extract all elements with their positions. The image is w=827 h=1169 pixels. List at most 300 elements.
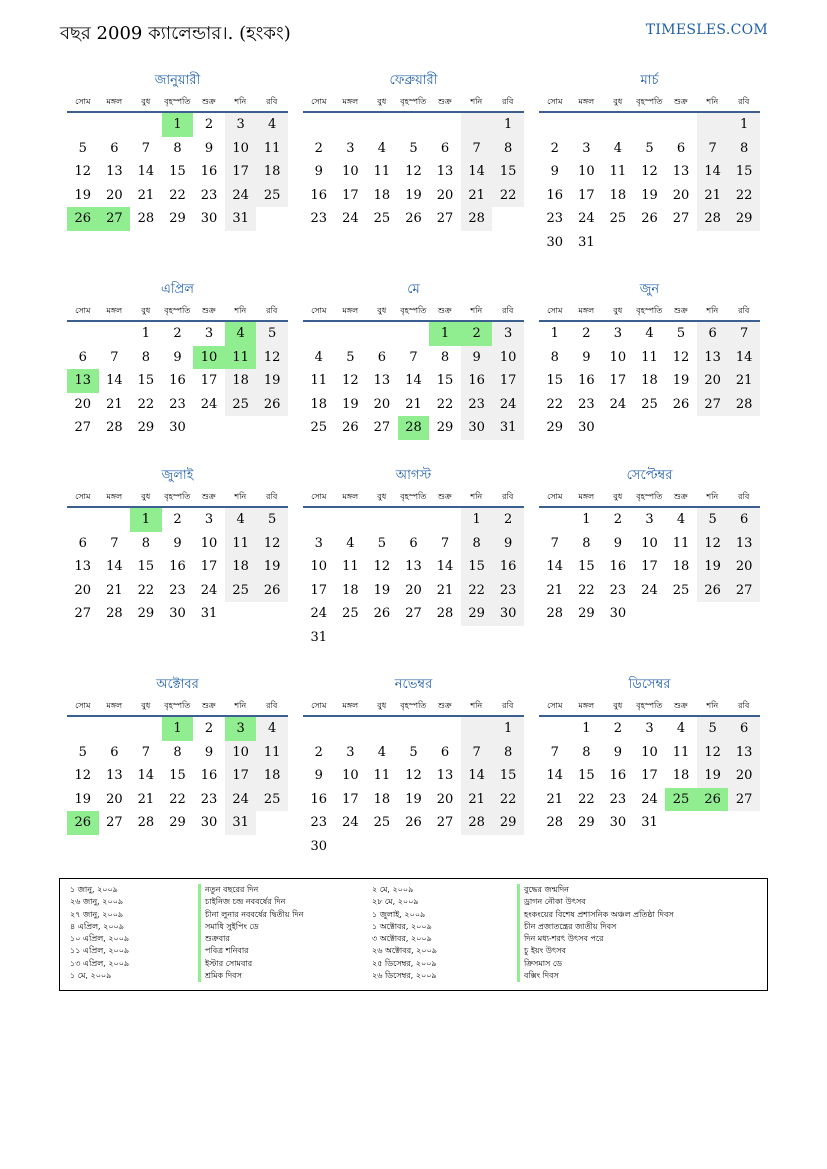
day-cell[interactable]: 18 <box>373 187 391 203</box>
day-cell[interactable]: 18 <box>310 396 328 412</box>
day-cell[interactable]: 29 <box>137 606 155 621</box>
day-cell[interactable]: 17 <box>225 160 257 184</box>
day-cell[interactable]: 13 <box>697 346 729 370</box>
day-cell[interactable]: 18 <box>225 555 257 579</box>
day-cell[interactable]: 15 <box>461 555 493 579</box>
day-cell[interactable]: 4 <box>256 717 288 741</box>
day-cell[interactable]: 9 <box>613 744 623 760</box>
day-cell[interactable]: 10 <box>200 535 218 551</box>
day-cell[interactable]: 31 <box>641 815 658 830</box>
day-cell[interactable]: 16 <box>461 369 493 393</box>
day-cell[interactable]: 22 <box>461 579 493 603</box>
day-cell[interactable]: 8 <box>550 349 559 365</box>
day-cell[interactable]: 13 <box>67 369 99 393</box>
day-cell[interactable]: 9 <box>613 535 623 551</box>
day-cell[interactable]: 10 <box>225 137 257 161</box>
day-cell[interactable]: 1 <box>492 717 524 741</box>
day-cell[interactable]: 14 <box>106 559 123 574</box>
day-cell[interactable]: 21 <box>461 788 493 812</box>
day-cell[interactable]: 16 <box>169 559 186 574</box>
day-cell[interactable]: 17 <box>200 373 218 388</box>
day-cell[interactable]: 15 <box>137 559 155 574</box>
day-cell[interactable]: 2 <box>613 512 623 527</box>
day-cell[interactable]: 21 <box>137 187 155 203</box>
day-cell[interactable]: 6 <box>728 717 760 741</box>
day-cell[interactable]: 20 <box>728 555 760 579</box>
day-cell[interactable]: 16 <box>310 791 328 807</box>
day-cell[interactable]: 8 <box>141 535 151 551</box>
day-cell[interactable]: 11 <box>373 768 391 783</box>
day-cell[interactable]: 28 <box>137 211 155 226</box>
day-cell[interactable]: 21 <box>137 791 155 807</box>
day-cell[interactable]: 29 <box>137 420 155 435</box>
day-cell[interactable]: 4 <box>676 721 686 736</box>
day-cell[interactable]: 27 <box>106 815 123 830</box>
day-cell[interactable]: 31 <box>200 606 218 621</box>
day-cell[interactable]: 30 <box>200 211 218 226</box>
day-cell[interactable]: 27 <box>672 211 690 226</box>
day-cell[interactable]: 3 <box>645 721 654 736</box>
day-cell[interactable]: 21 <box>546 582 564 598</box>
day-cell[interactable]: 7 <box>550 535 559 551</box>
day-cell[interactable]: 12 <box>256 346 288 370</box>
day-cell[interactable]: 2 <box>204 117 214 132</box>
day-cell[interactable]: 8 <box>173 744 182 760</box>
day-cell[interactable]: 17 <box>578 187 595 203</box>
day-cell[interactable]: 13 <box>436 768 454 783</box>
day-cell[interactable]: 26 <box>672 396 690 412</box>
day-cell[interactable]: 12 <box>256 532 288 556</box>
day-cell[interactable]: 3 <box>204 326 214 341</box>
day-cell[interactable]: 1 <box>461 508 493 532</box>
day-cell[interactable]: 15 <box>169 768 186 783</box>
day-cell[interactable]: 15 <box>436 373 454 388</box>
day-cell[interactable]: 23 <box>546 211 564 226</box>
day-cell[interactable]: 14 <box>546 559 564 574</box>
day-cell[interactable]: 24 <box>641 791 658 807</box>
day-cell[interactable]: 2 <box>204 721 214 736</box>
day-cell[interactable]: 29 <box>169 211 186 226</box>
day-cell[interactable]: 7 <box>440 535 450 551</box>
day-cell[interactable]: 23 <box>578 396 595 412</box>
day-cell[interactable]: 14 <box>436 559 454 574</box>
day-cell[interactable]: 11 <box>672 535 690 551</box>
day-cell[interactable]: 11 <box>310 373 328 388</box>
day-cell[interactable]: 11 <box>641 349 658 365</box>
day-cell[interactable]: 26 <box>256 393 288 417</box>
day-cell[interactable]: 4 <box>377 140 387 156</box>
day-cell[interactable]: 21 <box>546 791 564 807</box>
day-cell[interactable]: 23 <box>200 791 218 807</box>
day-cell[interactable]: 31 <box>225 207 257 231</box>
day-cell[interactable]: 5 <box>256 508 288 532</box>
day-cell[interactable]: 30 <box>169 420 186 435</box>
day-cell[interactable]: 9 <box>204 744 214 760</box>
day-cell[interactable]: 14 <box>405 373 422 388</box>
day-cell[interactable]: 27 <box>728 788 760 812</box>
day-cell[interactable]: 14 <box>106 373 123 388</box>
day-cell[interactable]: 11 <box>373 164 391 179</box>
day-cell[interactable]: 16 <box>200 164 218 179</box>
day-cell[interactable]: 5 <box>346 349 355 365</box>
brand-logo-text[interactable]: TIMESLES.COM <box>645 22 768 38</box>
day-cell[interactable]: 1 <box>492 113 524 137</box>
day-cell[interactable]: 21 <box>106 396 123 412</box>
day-cell[interactable]: 4 <box>225 508 257 532</box>
day-cell[interactable]: 5 <box>676 326 686 341</box>
day-cell[interactable]: 3 <box>582 140 591 156</box>
day-cell[interactable]: 1 <box>728 113 760 137</box>
day-cell[interactable]: 17 <box>310 582 328 598</box>
day-cell[interactable]: 24 <box>641 582 658 598</box>
day-cell[interactable]: 26 <box>697 788 729 812</box>
day-cell[interactable]: 25 <box>225 579 257 603</box>
day-cell[interactable]: 29 <box>461 602 493 626</box>
day-cell[interactable]: 18 <box>225 369 257 393</box>
day-cell[interactable]: 19 <box>256 555 288 579</box>
day-cell[interactable]: 9 <box>582 349 591 365</box>
day-cell[interactable]: 20 <box>672 187 690 203</box>
day-cell[interactable]: 11 <box>256 741 288 765</box>
day-cell[interactable]: 4 <box>225 322 257 346</box>
day-cell[interactable]: 25 <box>256 184 288 208</box>
day-cell[interactable]: 19 <box>256 369 288 393</box>
day-cell[interactable]: 29 <box>578 606 595 621</box>
day-cell[interactable]: 22 <box>578 582 595 598</box>
day-cell[interactable]: 9 <box>314 768 323 783</box>
day-cell[interactable]: 20 <box>697 369 729 393</box>
day-cell[interactable]: 12 <box>74 768 92 783</box>
day-cell[interactable]: 17 <box>641 559 658 574</box>
day-cell[interactable]: 21 <box>461 184 493 208</box>
day-cell[interactable]: 20 <box>436 791 454 807</box>
day-cell[interactable]: 22 <box>436 396 454 412</box>
day-cell[interactable]: 13 <box>405 559 422 574</box>
day-cell[interactable]: 6 <box>110 744 119 760</box>
day-cell[interactable]: 1 <box>162 113 194 137</box>
day-cell[interactable]: 23 <box>310 211 328 226</box>
day-cell[interactable]: 10 <box>492 346 524 370</box>
day-cell[interactable]: 3 <box>314 535 323 551</box>
day-cell[interactable]: 27 <box>697 393 729 417</box>
day-cell[interactable]: 10 <box>342 768 359 783</box>
day-cell[interactable]: 6 <box>728 508 760 532</box>
day-cell[interactable]: 17 <box>492 369 524 393</box>
day-cell[interactable]: 10 <box>609 349 627 365</box>
day-cell[interactable]: 8 <box>582 535 591 551</box>
day-cell[interactable]: 15 <box>492 160 524 184</box>
day-cell[interactable]: 27 <box>99 207 131 231</box>
day-cell[interactable]: 13 <box>106 768 123 783</box>
day-cell[interactable]: 19 <box>697 555 729 579</box>
day-cell[interactable]: 10 <box>578 164 595 179</box>
day-cell[interactable]: 2 <box>314 140 323 156</box>
day-cell[interactable]: 23 <box>169 582 186 598</box>
day-cell[interactable]: 12 <box>373 559 391 574</box>
day-cell[interactable]: 11 <box>672 744 690 760</box>
day-cell[interactable]: 4 <box>346 535 355 551</box>
day-cell[interactable]: 6 <box>676 140 686 156</box>
day-cell[interactable]: 3 <box>613 326 623 341</box>
day-cell[interactable]: 25 <box>641 396 658 412</box>
day-cell[interactable]: 21 <box>436 582 454 598</box>
day-cell[interactable]: 1 <box>550 326 559 341</box>
day-cell[interactable]: 23 <box>609 582 627 598</box>
day-cell[interactable]: 16 <box>310 187 328 203</box>
day-cell[interactable]: 3 <box>645 512 654 527</box>
day-cell[interactable]: 16 <box>546 187 564 203</box>
day-cell[interactable]: 9 <box>204 140 214 156</box>
day-cell[interactable]: 3 <box>225 113 257 137</box>
day-cell[interactable]: 18 <box>672 559 690 574</box>
day-cell[interactable]: 15 <box>137 373 155 388</box>
day-cell[interactable]: 24 <box>200 396 218 412</box>
day-cell[interactable]: 9 <box>461 346 493 370</box>
day-cell[interactable]: 26 <box>342 420 359 435</box>
day-cell[interactable]: 30 <box>492 602 524 626</box>
day-cell[interactable]: 21 <box>405 396 422 412</box>
day-cell[interactable]: 28 <box>106 606 123 621</box>
day-cell[interactable]: 9 <box>492 532 524 556</box>
day-cell[interactable]: 28 <box>461 811 493 835</box>
day-cell[interactable]: 13 <box>728 741 760 765</box>
day-cell[interactable]: 18 <box>256 160 288 184</box>
day-cell[interactable]: 3 <box>346 140 355 156</box>
day-cell[interactable]: 22 <box>169 187 186 203</box>
day-cell[interactable]: 30 <box>578 420 595 435</box>
day-cell[interactable]: 4 <box>377 744 387 760</box>
day-cell[interactable]: 21 <box>728 369 760 393</box>
day-cell[interactable]: 29 <box>546 420 564 435</box>
day-cell[interactable]: 3 <box>204 512 214 527</box>
day-cell[interactable]: 12 <box>697 741 729 765</box>
day-cell[interactable]: 9 <box>173 535 182 551</box>
day-cell[interactable]: 2 <box>550 140 559 156</box>
day-cell[interactable]: 13 <box>436 164 454 179</box>
day-cell[interactable]: 27 <box>74 420 92 435</box>
day-cell[interactable]: 28 <box>137 815 155 830</box>
day-cell[interactable]: 14 <box>697 160 729 184</box>
day-cell[interactable]: 22 <box>137 396 155 412</box>
day-cell[interactable]: 7 <box>110 349 119 365</box>
day-cell[interactable]: 4 <box>645 326 654 341</box>
day-cell[interactable]: 30 <box>461 416 493 440</box>
day-cell[interactable]: 12 <box>405 164 422 179</box>
day-cell[interactable]: 14 <box>461 764 493 788</box>
day-cell[interactable]: 12 <box>405 768 422 783</box>
day-cell[interactable]: 20 <box>106 791 123 807</box>
day-cell[interactable]: 25 <box>665 788 697 812</box>
day-cell[interactable]: 6 <box>440 140 450 156</box>
day-cell[interactable]: 5 <box>78 744 87 760</box>
day-cell[interactable]: 6 <box>110 140 119 156</box>
day-cell[interactable]: 13 <box>728 532 760 556</box>
day-cell[interactable]: 1 <box>162 717 194 741</box>
day-cell[interactable]: 22 <box>492 788 524 812</box>
day-cell[interactable]: 19 <box>405 187 422 203</box>
day-cell[interactable]: 25 <box>373 211 391 226</box>
day-cell[interactable]: 30 <box>310 838 328 854</box>
day-cell[interactable]: 11 <box>609 164 627 179</box>
day-cell[interactable]: 3 <box>225 717 257 741</box>
day-cell[interactable]: 5 <box>256 322 288 346</box>
day-cell[interactable]: 25 <box>373 815 391 830</box>
day-cell[interactable]: 31 <box>310 629 328 645</box>
day-cell[interactable]: 2 <box>461 322 493 346</box>
day-cell[interactable]: 7 <box>461 137 493 161</box>
day-cell[interactable]: 1 <box>429 322 461 346</box>
day-cell[interactable]: 5 <box>645 140 654 156</box>
day-cell[interactable]: 22 <box>169 791 186 807</box>
day-cell[interactable]: 30 <box>609 815 627 830</box>
day-cell[interactable]: 25 <box>672 582 690 598</box>
day-cell[interactable]: 28 <box>697 207 729 231</box>
day-cell[interactable]: 19 <box>697 764 729 788</box>
day-cell[interactable]: 19 <box>342 396 359 412</box>
day-cell[interactable]: 11 <box>225 532 257 556</box>
day-cell[interactable]: 4 <box>613 140 623 156</box>
day-cell[interactable]: 6 <box>377 349 387 365</box>
day-cell[interactable]: 27 <box>373 420 391 435</box>
day-cell[interactable]: 22 <box>728 184 760 208</box>
day-cell[interactable]: 19 <box>641 187 658 203</box>
day-cell[interactable]: 5 <box>78 140 87 156</box>
day-cell[interactable]: 14 <box>728 346 760 370</box>
day-cell[interactable]: 25 <box>342 606 359 621</box>
day-cell[interactable]: 26 <box>67 207 99 231</box>
day-cell[interactable]: 2 <box>173 512 182 527</box>
day-cell[interactable]: 17 <box>225 764 257 788</box>
day-cell[interactable]: 12 <box>672 349 690 365</box>
day-cell[interactable]: 28 <box>461 207 493 231</box>
day-cell[interactable]: 22 <box>546 396 564 412</box>
day-cell[interactable]: 24 <box>225 184 257 208</box>
day-cell[interactable]: 25 <box>609 211 627 226</box>
day-cell[interactable]: 7 <box>697 137 729 161</box>
day-cell[interactable]: 8 <box>728 137 760 161</box>
day-cell[interactable]: 26 <box>405 211 422 226</box>
day-cell[interactable]: 20 <box>74 396 92 412</box>
day-cell[interactable]: 17 <box>342 187 359 203</box>
day-cell[interactable]: 20 <box>728 764 760 788</box>
day-cell[interactable]: 14 <box>461 160 493 184</box>
day-cell[interactable]: 26 <box>373 606 391 621</box>
day-cell[interactable]: 7 <box>141 140 151 156</box>
day-cell[interactable]: 7 <box>461 741 493 765</box>
day-cell[interactable]: 6 <box>697 322 729 346</box>
day-cell[interactable]: 2 <box>582 326 591 341</box>
day-cell[interactable]: 27 <box>436 211 454 226</box>
day-cell[interactable]: 19 <box>373 582 391 598</box>
day-cell[interactable]: 31 <box>492 416 524 440</box>
day-cell[interactable]: 18 <box>672 768 690 783</box>
day-cell[interactable]: 15 <box>728 160 760 184</box>
day-cell[interactable]: 4 <box>314 349 323 365</box>
day-cell[interactable]: 1 <box>582 721 591 736</box>
day-cell[interactable]: 27 <box>436 815 454 830</box>
day-cell[interactable]: 16 <box>169 373 186 388</box>
day-cell[interactable]: 11 <box>342 559 359 574</box>
day-cell[interactable]: 6 <box>409 535 418 551</box>
day-cell[interactable]: 9 <box>173 349 182 365</box>
day-cell[interactable]: 8 <box>173 140 182 156</box>
day-cell[interactable]: 4 <box>256 113 288 137</box>
day-cell[interactable]: 30 <box>609 606 627 621</box>
day-cell[interactable]: 5 <box>377 535 387 551</box>
day-cell[interactable]: 15 <box>546 373 564 388</box>
day-cell[interactable]: 16 <box>609 559 627 574</box>
day-cell[interactable]: 26 <box>405 815 422 830</box>
day-cell[interactable]: 9 <box>550 164 559 179</box>
day-cell[interactable]: 6 <box>78 535 87 551</box>
day-cell[interactable]: 19 <box>74 187 92 203</box>
day-cell[interactable]: 23 <box>461 393 493 417</box>
day-cell[interactable]: 18 <box>342 582 359 598</box>
day-cell[interactable]: 30 <box>200 815 218 830</box>
day-cell[interactable]: 30 <box>169 606 186 621</box>
day-cell[interactable]: 28 <box>106 420 123 435</box>
day-cell[interactable]: 2 <box>314 744 323 760</box>
day-cell[interactable]: 27 <box>728 579 760 603</box>
day-cell[interactable]: 12 <box>641 164 658 179</box>
day-cell[interactable]: 26 <box>256 579 288 603</box>
day-cell[interactable]: 29 <box>436 420 454 435</box>
day-cell[interactable]: 30 <box>546 234 564 250</box>
day-cell[interactable]: 17 <box>641 768 658 783</box>
day-cell[interactable]: 21 <box>697 184 729 208</box>
day-cell[interactable]: 19 <box>672 373 690 388</box>
day-cell[interactable]: 28 <box>436 606 454 621</box>
day-cell[interactable]: 18 <box>256 764 288 788</box>
day-cell[interactable]: 14 <box>546 768 564 783</box>
day-cell[interactable]: 14 <box>137 164 155 179</box>
day-cell[interactable]: 5 <box>409 744 418 760</box>
day-cell[interactable]: 27 <box>405 606 422 621</box>
day-cell[interactable]: 11 <box>256 137 288 161</box>
day-cell[interactable]: 10 <box>310 559 328 574</box>
day-cell[interactable]: 23 <box>310 815 328 830</box>
day-cell[interactable]: 26 <box>641 211 658 226</box>
day-cell[interactable]: 28 <box>546 815 564 830</box>
day-cell[interactable]: 20 <box>106 187 123 203</box>
day-cell[interactable]: 10 <box>225 741 257 765</box>
day-cell[interactable]: 15 <box>578 768 595 783</box>
day-cell[interactable]: 16 <box>578 373 595 388</box>
day-cell[interactable]: 15 <box>578 559 595 574</box>
day-cell[interactable]: 5 <box>409 140 418 156</box>
day-cell[interactable]: 29 <box>169 815 186 830</box>
day-cell[interactable]: 20 <box>74 582 92 598</box>
day-cell[interactable]: 25 <box>225 393 257 417</box>
day-cell[interactable]: 17 <box>200 559 218 574</box>
day-cell[interactable]: 28 <box>728 393 760 417</box>
day-cell[interactable]: 24 <box>609 396 627 412</box>
day-cell[interactable]: 21 <box>106 582 123 598</box>
day-cell[interactable]: 16 <box>492 555 524 579</box>
day-cell[interactable]: 29 <box>728 207 760 231</box>
day-cell[interactable]: 11 <box>225 346 257 370</box>
day-cell[interactable]: 1 <box>130 508 162 532</box>
day-cell[interactable]: 23 <box>200 187 218 203</box>
day-cell[interactable]: 29 <box>578 815 595 830</box>
day-cell[interactable]: 29 <box>492 811 524 835</box>
day-cell[interactable]: 14 <box>137 768 155 783</box>
day-cell[interactable]: 23 <box>492 579 524 603</box>
day-cell[interactable]: 31 <box>225 811 257 835</box>
day-cell[interactable]: 16 <box>200 768 218 783</box>
day-cell[interactable]: 6 <box>78 349 87 365</box>
day-cell[interactable]: 20 <box>405 582 422 598</box>
